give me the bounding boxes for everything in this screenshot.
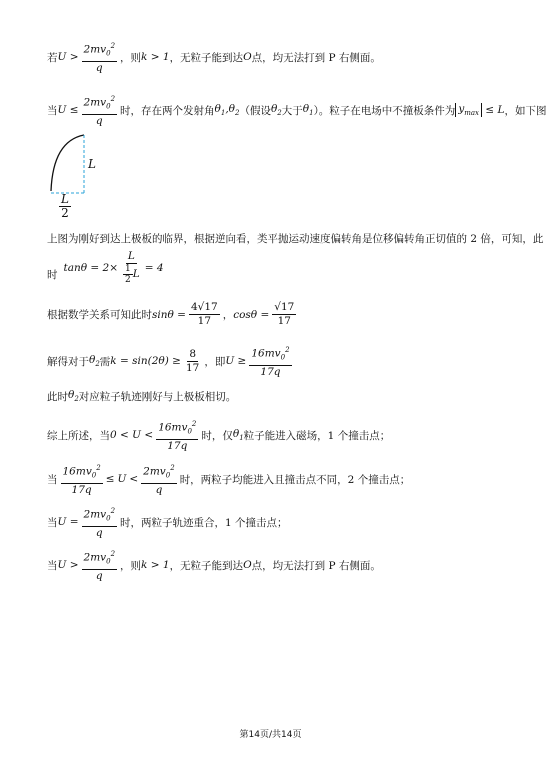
fraction-16mv0sq-over-17q: $\frac{16mv_0^2}{17q}$	[251, 346, 290, 378]
fraction-2mv0sq-over-q: $\frac{2mv_0^2}{q}$	[83, 550, 116, 582]
fraction-16mv0sq-over-17q: $\frac{16mv_0^2}{17q}$	[62, 464, 101, 496]
fraction-16mv0sq-over-17q: $\frac{16mv_0^2}{17q}$	[158, 420, 197, 452]
page-footer: 第14页/共14页	[239, 730, 302, 740]
fraction-sin: $\frac{4√17}{17}$	[190, 301, 218, 327]
para-solve-theta2: 解得对于 $\theta_2$ 需 k = sin(2θ) ≥ $\frac{8}{17}$ ，即 U ≥ $\frac{16mv_0^2}{17q}$	[47, 346, 290, 378]
fraction-8-over-17: $\frac{8}{17}$	[185, 347, 200, 374]
fraction-2mv0sq-over-q: $\frac{2mv_0^2}{q}$	[83, 95, 116, 127]
fraction-2mv0sq-over-q: $\frac{2mv_0^2}{q}$	[83, 507, 116, 539]
para-case-high-voltage-2: 当 U > $\frac{2mv_0^2}{q}$ ，则 k > 1 ，无粒子能到达 O 点，均无法打到 P 右侧面。	[47, 550, 381, 582]
fraction-2mv0sq-over-q: $\frac{2mv_0^2}{q}$	[83, 42, 116, 74]
para-summary-case-2: 当 $\frac{16mv_0^2}{17q}$ ≤ U < $\frac{2mv_0^2}{q}$ 时，两粒子均能进入且撞击点不同，2 个撞击点；	[47, 464, 411, 496]
para-tan-equation: 时 tanθ = 2× L $\frac{1}{2}$ L = 4	[47, 250, 164, 285]
para-summary-case-1: 综上所述，当 0 < U < $\frac{16mv_0^2}{17q}$ 时，仅 $\theta_1$ 粒子能进入磁场，1 个撞击点；	[47, 420, 391, 452]
trajectory-diagram	[47, 133, 107, 225]
para-tangent-note: 此时 $\theta_2$ 对应粒子轨迹刚好与上极板相切。	[47, 389, 237, 404]
side-label-L: L	[88, 157, 96, 171]
trajectory-curve	[51, 135, 84, 191]
para-two-angles: 当 U ≤ $\frac{2mv_0^2}{q}$ 时，存在两个发射角 $\theta_1,\theta_2$ （假设 $\theta_2$ 大于 $\theta_1$ ）。粒子在电场中不撞板条件为 $y_{max}$ ≤ L ，如下图	[47, 95, 547, 127]
para-summary-case-3: 当 U = $\frac{2mv_0^2}{q}$ 时，两粒子轨迹重合，1 个撞击点；	[47, 507, 288, 539]
para-sin-cos: 根据数学关系可知此时 sinθ = $\frac{4√17}{17}$ ， cosθ = $\frac{√17}{17}$	[47, 301, 295, 327]
fraction-L-over-half-L: L $\frac{1}{2}$ L	[125, 250, 140, 285]
trajectory-svg	[47, 133, 107, 225]
para-case-high-voltage-1: 若 U > $\frac{2mv_0^2}{q}$ ，则 k > 1 ，无粒子能到达 O 点，均无法打到 P 右侧面。	[47, 42, 381, 74]
fraction-cos: $\frac{√17}{17}$	[274, 301, 295, 327]
fraction-2mv0sq-over-q: $\frac{2mv_0^2}{q}$	[143, 464, 175, 496]
abs-ymax: $y_{max}$	[455, 103, 482, 117]
para-critical-case: 上图为刚好到达上极板的临界，根据逆向看，类平抛运动速度偏转角是位移偏转角正切值的 2 倍，可知，此	[47, 233, 544, 245]
bottom-label-L-over-2: $\frac{L}{2}$	[61, 192, 69, 220]
